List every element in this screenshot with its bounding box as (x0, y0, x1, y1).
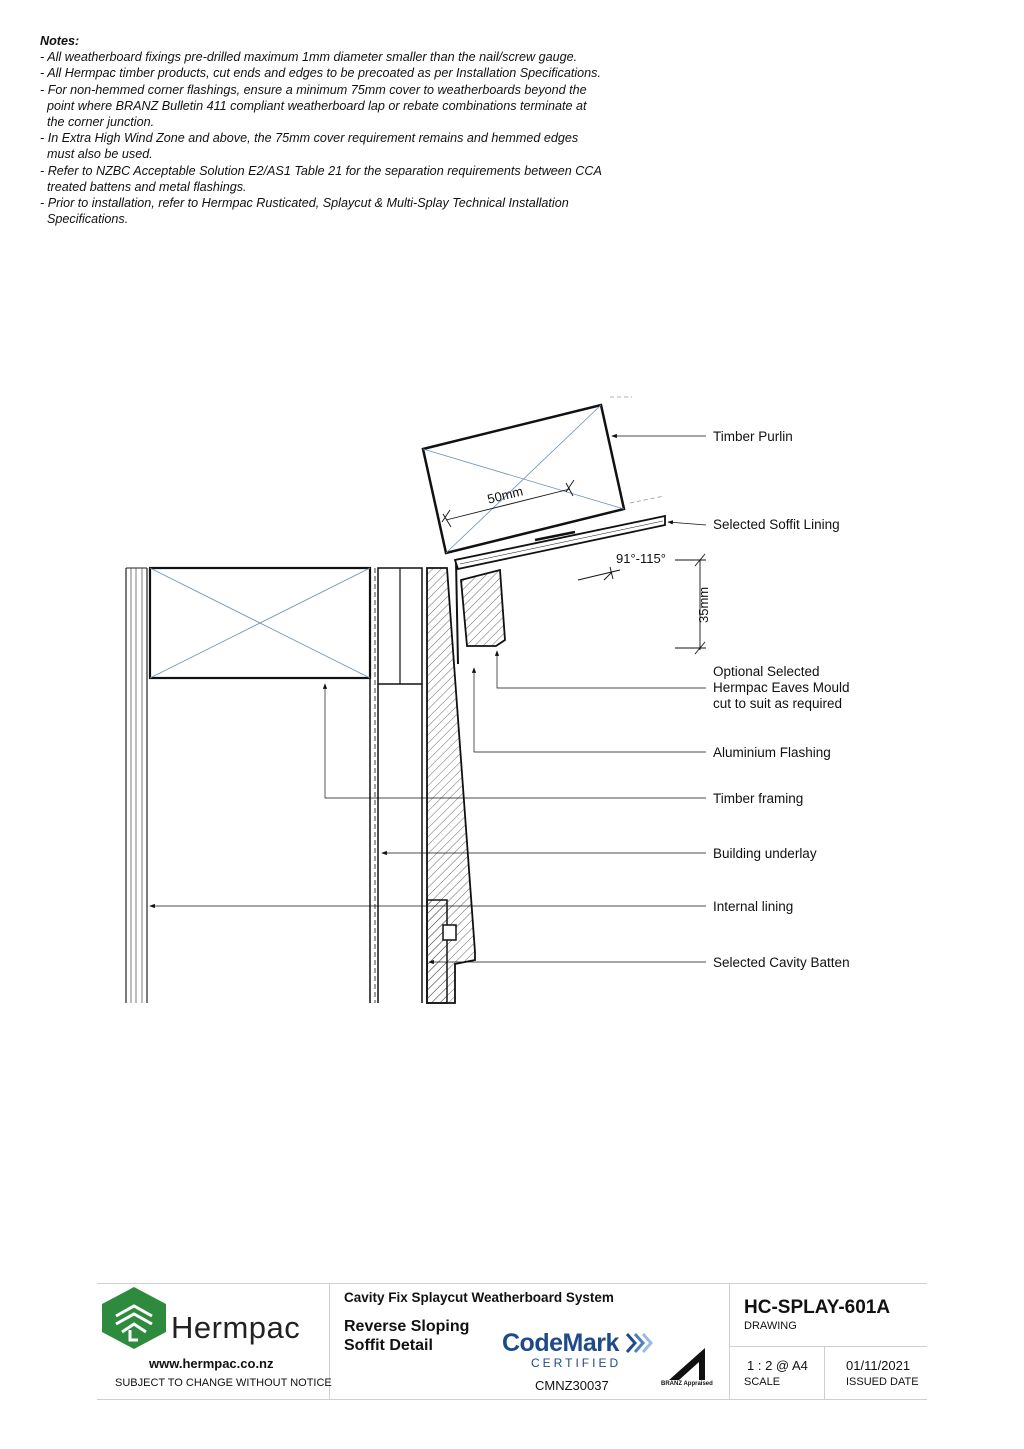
label-cavity-batten: Selected Cavity Batten (713, 955, 850, 970)
label-timber-framing: Timber framing (713, 791, 804, 806)
note-line: - Refer to NZBC Acceptable Solution E2/AS1 Table 21 for the separation requirements between CCA (40, 163, 602, 178)
codemark-logo: CodeMark (502, 1329, 619, 1357)
divider (824, 1346, 825, 1399)
issued-date-label: ISSUED DATE (846, 1376, 919, 1388)
timber-framing (370, 568, 422, 1003)
scale-value: 1 : 2 @ A4 (747, 1358, 808, 1373)
dim-35mm-text: 35mm (696, 586, 711, 623)
dimension-angle (578, 567, 620, 580)
dim-50mm-text: 50mm (485, 483, 525, 507)
codemark-number: CMNZ30037 (535, 1378, 609, 1393)
note-line: the corner junction. (40, 115, 155, 130)
drawing-title-line1: Reverse Sloping (344, 1318, 470, 1335)
divider (729, 1346, 927, 1347)
note-line: - In Extra High Wind Zone and above, the 75mm cover requirement remains and hemmed edges (40, 131, 579, 146)
change-notice: SUBJECT TO CHANGE WITHOUT NOTICE (115, 1377, 332, 1389)
scale-label: SCALE (744, 1376, 781, 1388)
title-block (97, 1283, 927, 1400)
hermpac-logo-icon (100, 1286, 168, 1350)
top-plate (150, 568, 370, 678)
drawing-number: HC-SPLAY-601A (744, 1297, 891, 1318)
label-soffit-lining: Selected Soffit Lining (713, 517, 840, 532)
note-line: treated battens and metal flashings. (40, 179, 247, 194)
brand-name: Hermpac (171, 1310, 301, 1345)
label-eaves-mould-line3: cut to suit as required (713, 696, 843, 711)
system-name: Cavity Fix Splaycut Weatherboard System (344, 1290, 614, 1305)
note-line: - All Hermpac timber products, cut ends and edges to be precoated as per Installation Specifications. (40, 66, 601, 81)
branz-logo-icon (665, 1346, 711, 1382)
codemark-certified: CERTIFIED (531, 1356, 622, 1370)
dim-angle-text: 91°-115° (616, 551, 666, 566)
note-line: - All weatherboard fixings pre-drilled maximum 1mm diameter smaller than the nail/screw gauge. (40, 50, 578, 65)
label-timber-purlin: Timber Purlin (713, 429, 793, 444)
branz-appraised: BRANZ Appraised (661, 1381, 713, 1387)
drawing-label: DRAWING (744, 1320, 797, 1332)
label-building-underlay: Building underlay (713, 846, 817, 861)
divider (729, 1284, 730, 1399)
note-line: point where BRANZ Bulletin 411 compliant weatherboard lap or rebate combinations terminate at (40, 98, 587, 113)
issued-date-value: 01/11/2021 (846, 1358, 911, 1373)
internal-lining (126, 568, 147, 1003)
label-internal-lining: Internal lining (713, 899, 794, 914)
note-line: - Prior to installation, refer to Hermpac Rusticated, Splaycut & Multi-Splay Technical Installation (40, 196, 569, 211)
codemark-chevron-icon (625, 1332, 653, 1354)
label-eaves-mould-line2: Hermpac Eaves Mould (713, 680, 850, 695)
notes-title: Notes: (40, 34, 80, 48)
website: www.hermpac.co.nz (149, 1356, 274, 1371)
eaves-mould (461, 570, 505, 646)
label-aluminium-flashing: Aluminium Flashing (713, 745, 831, 760)
note-line: Specifications. (40, 212, 129, 227)
drawing-title-line2: Soffit Detail (344, 1337, 433, 1354)
label-eaves-mould-line1: Optional Selected (713, 664, 820, 679)
note-line: - For non-hemmed corner flashings, ensure a minimum 75mm cover to weatherboards beyond the (40, 82, 587, 97)
note-line: must also be used. (40, 147, 153, 162)
